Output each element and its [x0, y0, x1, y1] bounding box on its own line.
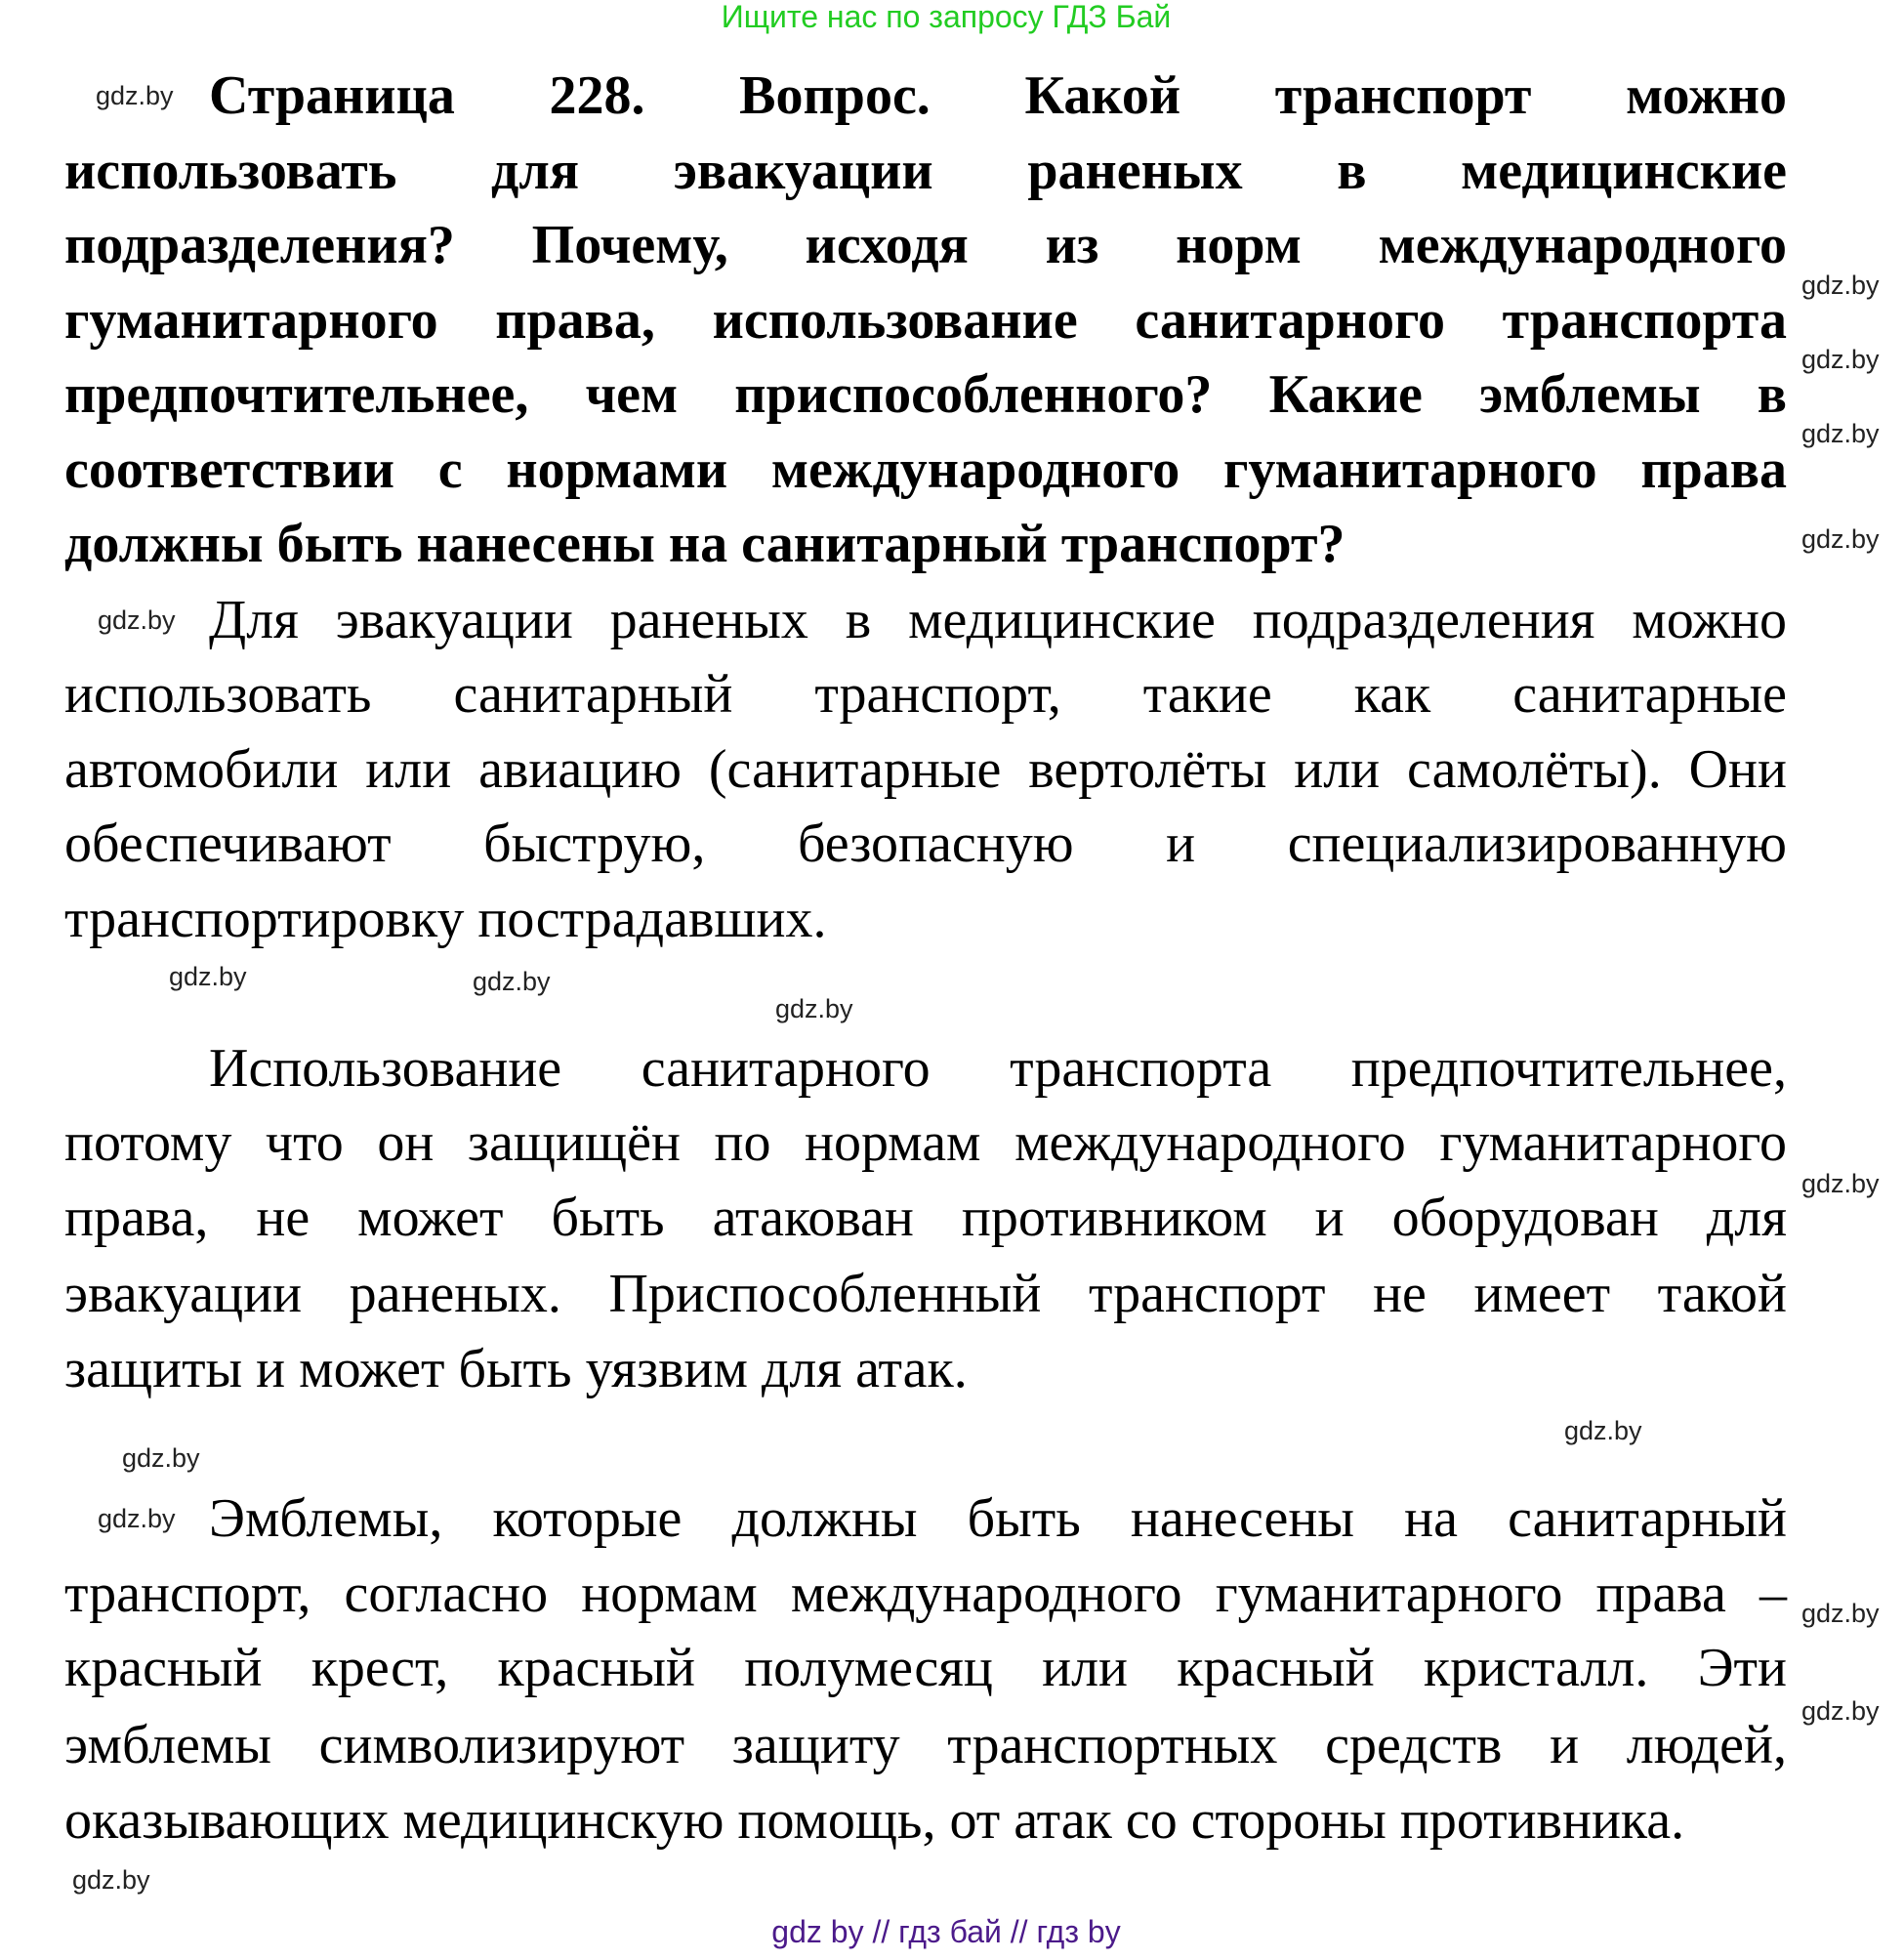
paragraph-line: оказывающих медицинскую помощь, от атак со стороны противника.	[64, 1790, 1685, 1851]
watermark: gdz.by	[1801, 345, 1880, 374]
watermark: gdz.by	[1801, 419, 1880, 448]
paragraph-line: права, не может быть атакован противником и оборудован для	[64, 1188, 1787, 1248]
paragraph-line: использовать санитарный транспорт, такие как санитарные	[64, 664, 1787, 725]
paragraph-line: Использование санитарного транспорта предпочтительнее,	[209, 1038, 1787, 1099]
paragraph-line: защиты и может быть уязвим для атак.	[64, 1339, 968, 1399]
watermark: gdz.by	[98, 1504, 176, 1533]
watermark: gdz.by	[1801, 1169, 1880, 1198]
watermark: gdz.by	[1564, 1416, 1642, 1445]
watermark: gdz.by	[122, 1443, 200, 1473]
watermark: gdz.by	[473, 967, 551, 996]
paragraph-line: обеспечивают быструю, безопасную и специализированную	[64, 813, 1787, 874]
question-line: должны быть нанесены на санитарный транспорт?	[64, 514, 1345, 574]
watermark: gdz.by	[1801, 271, 1880, 300]
watermark: gdz.by	[775, 994, 853, 1023]
watermark: gdz.by	[72, 1865, 150, 1895]
watermark: gdz.by	[1801, 1696, 1880, 1726]
paragraph-line: эвакуации раненых. Приспособленный транспорт не имеет такой	[64, 1264, 1787, 1324]
watermark: gdz.by	[1801, 524, 1880, 554]
question-line: соответствии с нормами международного гуманитарного права	[64, 439, 1787, 500]
question-line: гуманитарного права, использование санитарного транспорта	[64, 290, 1787, 351]
paragraph-line: эмблемы символизируют защиту транспортных средств и людей,	[64, 1715, 1787, 1775]
watermark: gdz.by	[169, 962, 247, 991]
paragraph-line: красный крест, красный полумесяц или красный кристалл. Эти	[64, 1638, 1787, 1698]
question-line: подразделения? Почему, исходя из норм международного	[64, 215, 1787, 275]
search-banner: Ищите нас по запросу ГДЗ Бай	[721, 0, 1172, 34]
paragraph-line: Эмблемы, которые должны быть нанесены на санитарный	[209, 1488, 1787, 1549]
paragraph-line: транспортировку пострадавших.	[64, 889, 827, 949]
question-line: использовать для эвакуации раненых в медицинские	[64, 141, 1787, 201]
question-line: предпочтительнее, чем приспособленного? Какие эмблемы в	[64, 364, 1787, 425]
paragraph-line: автомобили или авиацию (санитарные вертолёты или самолёты). Они	[64, 739, 1787, 800]
watermark: gdz.by	[98, 605, 176, 635]
paragraph-line: транспорт, согласно нормам международного гуманитарного права –	[64, 1564, 1787, 1624]
paragraph-line: потому что он защищён по нормам международного гуманитарного	[64, 1112, 1787, 1173]
paragraph-line: Для эвакуации раненых в медицинские подразделения можно	[209, 590, 1787, 650]
footer-links[interactable]: gdz by // гдз бай // гдз by	[771, 1914, 1121, 1949]
watermark: gdz.by	[1801, 1599, 1880, 1628]
watermark: gdz.by	[96, 81, 174, 110]
question-line: Страница 228. Вопрос. Какой транспорт можно	[209, 65, 1787, 126]
